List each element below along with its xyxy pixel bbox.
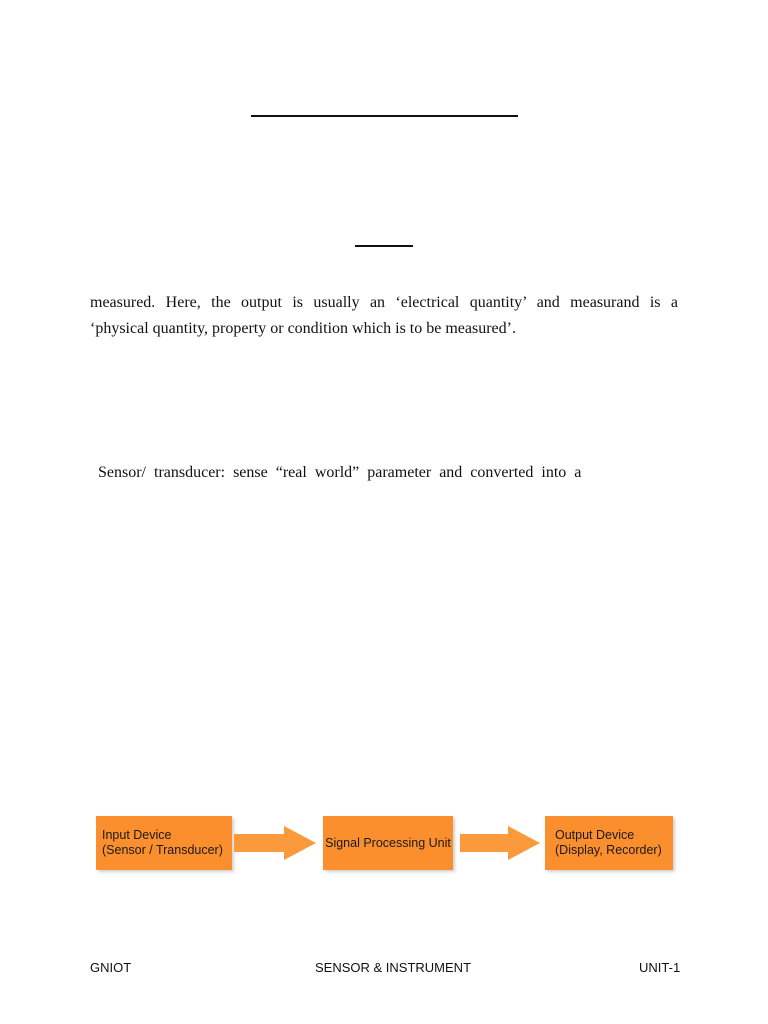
footer-center: SENSOR & INSTRUMENT bbox=[315, 960, 472, 975]
signal-processing-label: Signal Processing Unit bbox=[325, 835, 451, 850]
subheading-underline bbox=[355, 245, 413, 247]
heading-underline bbox=[251, 115, 518, 117]
output-device-sublabel: (Display, Recorder) bbox=[555, 843, 662, 857]
input-device-box bbox=[96, 816, 232, 870]
sensor-definition-text: Sensor/ transducer: sense “real world” parameter and converted into a bbox=[98, 464, 582, 481]
arrow-right-icon bbox=[460, 826, 540, 860]
arrow-right-icon bbox=[234, 826, 316, 860]
measured-paragraph-line-1: measured. Here, the output is usually an ‘electrical quantity’ and measurand is a bbox=[90, 294, 678, 311]
sensor-definition-paragraph bbox=[90, 434, 620, 486]
output-device-label: Output Device bbox=[555, 828, 635, 842]
input-device-sublabel: (Sensor / Transducer) bbox=[102, 843, 223, 857]
measured-paragraph bbox=[90, 290, 678, 342]
footer-right: UNIT-1 bbox=[639, 960, 681, 975]
signal-processing-box bbox=[323, 816, 453, 870]
output-device-box bbox=[545, 816, 673, 870]
input-device-label: Input Device bbox=[102, 828, 172, 842]
measured-paragraph-line-2: ‘physical quantity, property or condition which is to be measured’. bbox=[90, 320, 516, 337]
footer-left: GNIOT bbox=[90, 960, 132, 975]
